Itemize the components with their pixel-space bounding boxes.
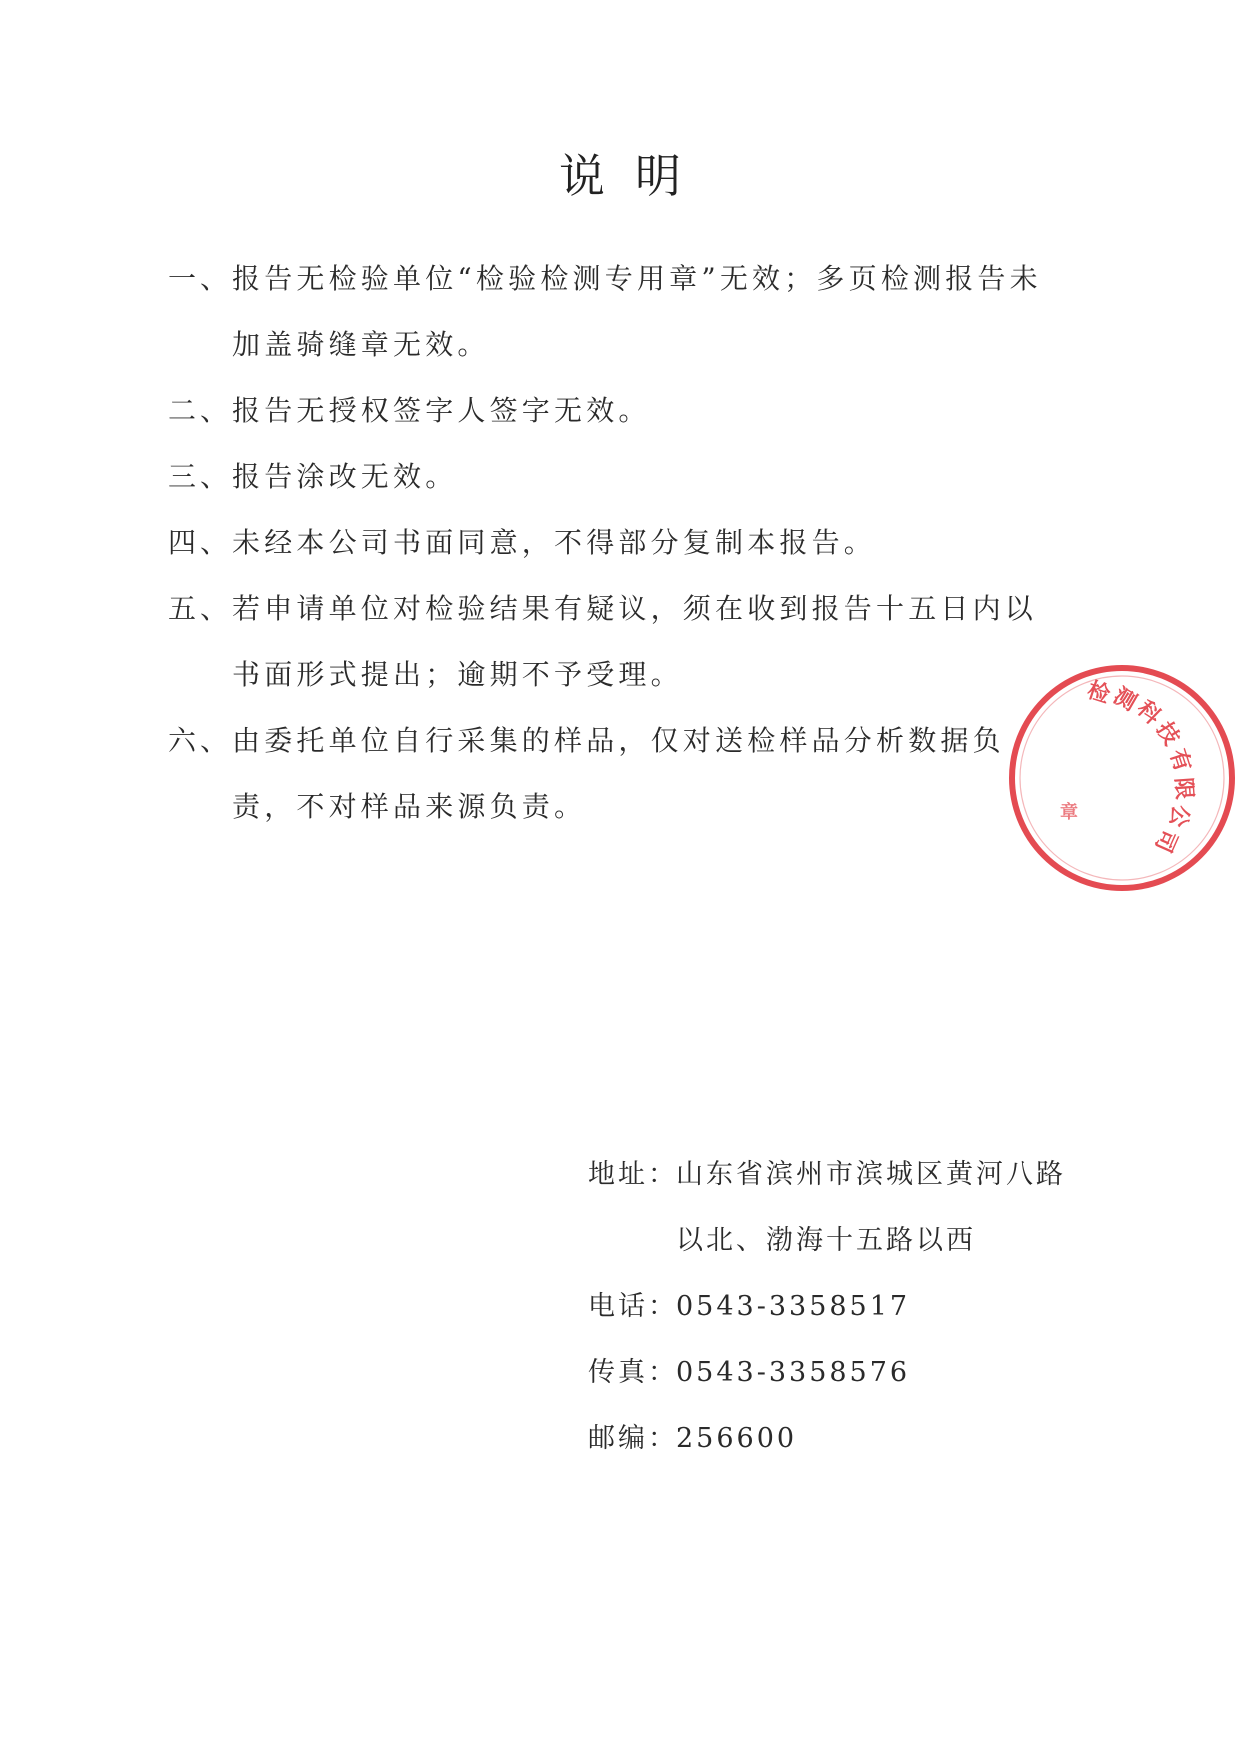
svg-text:章: 章 — [1060, 802, 1078, 823]
address-value: 山东省滨州市滨城区黄河八路以北、渤海十五路以西 — [676, 1159, 1066, 1256]
address-label: 地址： — [588, 1159, 678, 1190]
postcode-value: 256600 — [676, 1423, 798, 1454]
seal-stamp-icon — [1000, 648, 1240, 908]
note-item — [168, 708, 1048, 840]
note-text: 报告无检验单位“检验检测专用章”无效；多页检测报告未加盖骑缝章无效。 — [232, 262, 1042, 361]
svg-text:公: 公 — [1164, 802, 1194, 830]
svg-text:限: 限 — [1170, 776, 1198, 801]
postcode-label: 邮编： — [588, 1423, 678, 1454]
contact-block — [588, 1142, 1068, 1472]
svg-text:科: 科 — [1131, 695, 1166, 730]
svg-text:测: 测 — [1109, 682, 1142, 717]
note-text: 由委托单位自行采集的样品，仅对送检样品分析数据负责，不对样品来源负责。 — [232, 724, 1005, 823]
note-number: 六、 — [168, 724, 233, 757]
note-number: 四、 — [168, 526, 233, 559]
note-number: 一、 — [168, 262, 233, 295]
note-item — [168, 510, 1048, 576]
note-text: 未经本公司书面同意，不得部分复制本报告。 — [232, 526, 877, 559]
notes-list — [168, 246, 1048, 840]
note-number: 二、 — [168, 394, 233, 427]
svg-text:技: 技 — [1150, 717, 1185, 750]
svg-text:检: 检 — [1084, 676, 1114, 709]
fax-row — [588, 1340, 1068, 1406]
fax-label: 传真： — [588, 1357, 678, 1388]
note-text: 报告无授权签字人签字无效。 — [232, 394, 651, 427]
postcode-row — [588, 1406, 1068, 1472]
phone-label: 电话： — [588, 1291, 678, 1322]
address-row — [588, 1142, 1068, 1274]
phone-value: 0543-3358517 — [676, 1291, 911, 1322]
company-seal — [1000, 648, 1240, 908]
phone-row — [588, 1274, 1068, 1340]
note-item — [168, 444, 1048, 510]
note-item — [168, 378, 1048, 444]
note-number: 三、 — [168, 460, 233, 493]
note-number: 五、 — [168, 592, 233, 625]
svg-text:有: 有 — [1164, 745, 1196, 775]
svg-text:司: 司 — [1149, 825, 1183, 857]
note-text: 若申请单位对检验结果有疑议，须在收到报告十五日内以书面形式提出；逾期不予受理。 — [232, 592, 1038, 691]
page-title: 说明 — [559, 149, 711, 203]
fax-value: 0543-3358576 — [676, 1357, 911, 1388]
note-item — [168, 246, 1048, 378]
note-text: 报告涂改无效。 — [232, 460, 458, 493]
note-item — [168, 576, 1048, 708]
